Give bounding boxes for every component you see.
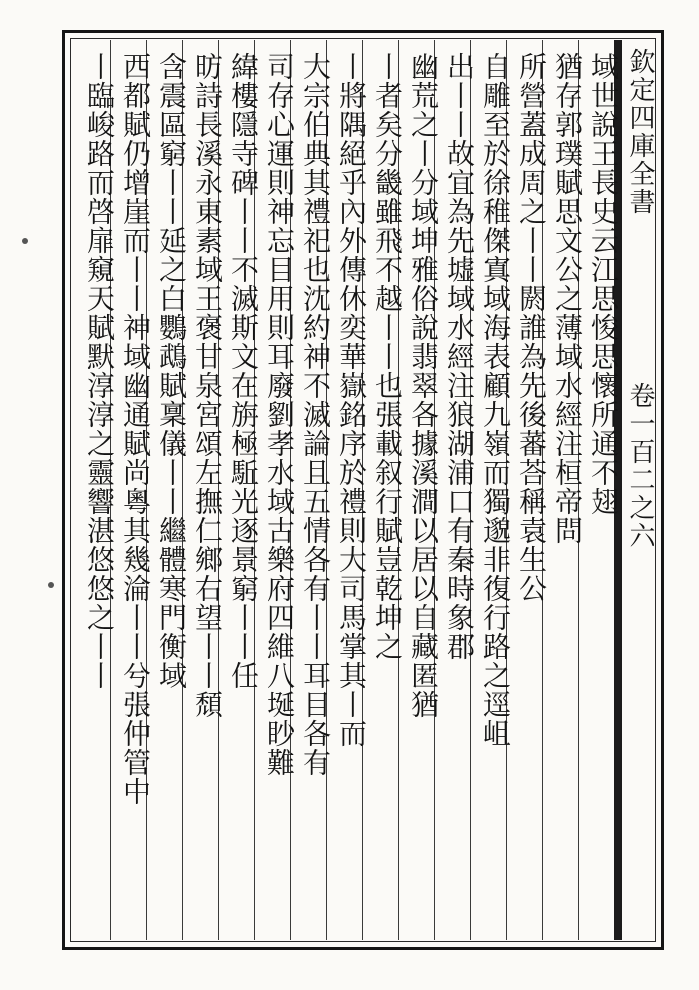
- text-column: 猶存郭璞賦思文公之薄域水經注桓帝問: [551, 52, 584, 545]
- scan-speck: [48, 582, 54, 588]
- collection-title: 欽定四庫全書: [625, 48, 655, 216]
- text-column: 出丨丨故宜為先墟域水經注狼湖浦口有秦時象郡: [443, 52, 476, 661]
- text-column: 大宗伯典其禮祀也沈約神不滅論且五情各有丨丨耳目各有: [299, 52, 332, 777]
- text-column: 緯樓隱寺碑丨丨不滅斯文在旃極駈光逐景窮丨丨任: [227, 52, 260, 690]
- volume-label: 卷一百二之六: [625, 382, 655, 550]
- text-column: 丨者矣分畿雖飛不越丨丨也張載叙行賦豈乾坤之: [371, 52, 404, 661]
- text-column: 丨將隅絕乎內外傳休奕華嶽銘序於禮則大司馬掌其丨而: [335, 52, 368, 748]
- text-column: 含震區窮丨丨延之白鸚鵡賦稟儀丨丨繼體寒門衡域: [155, 52, 188, 690]
- text-column: 丨臨峻路而啓扉窺天賦默淳淳之靈響湛悠悠之丨丨: [83, 52, 116, 690]
- text-column: 自雕至於徐稚傑寘域海表顧九嶺而獨邈非復行路之逕岨: [479, 52, 512, 748]
- text-column: 司存心運則神忘目用則耳廢劉孝水域古樂府四維八埏眇難: [263, 52, 296, 777]
- text-column: 幽荒之丨分域坤雅俗說翡翠各據溪澗以居以自藏匿猶: [407, 52, 440, 719]
- text-column: 西都賦仍增崖而丨丨神域幽通賦尚粵其幾淪丨丨兮張仲管中: [119, 52, 152, 806]
- text-column: 域世說王長史云江思悛思懷所通不翅: [587, 52, 620, 516]
- text-column: 所營蓋成周之丨丨閼誰為先後蕃荅稱袁生公: [515, 52, 548, 603]
- text-column: 昉詩長溪永東素域王褒甘泉宮頌左撫仁鄉右望丨丨頹: [191, 52, 224, 719]
- scan-speck: [22, 238, 28, 244]
